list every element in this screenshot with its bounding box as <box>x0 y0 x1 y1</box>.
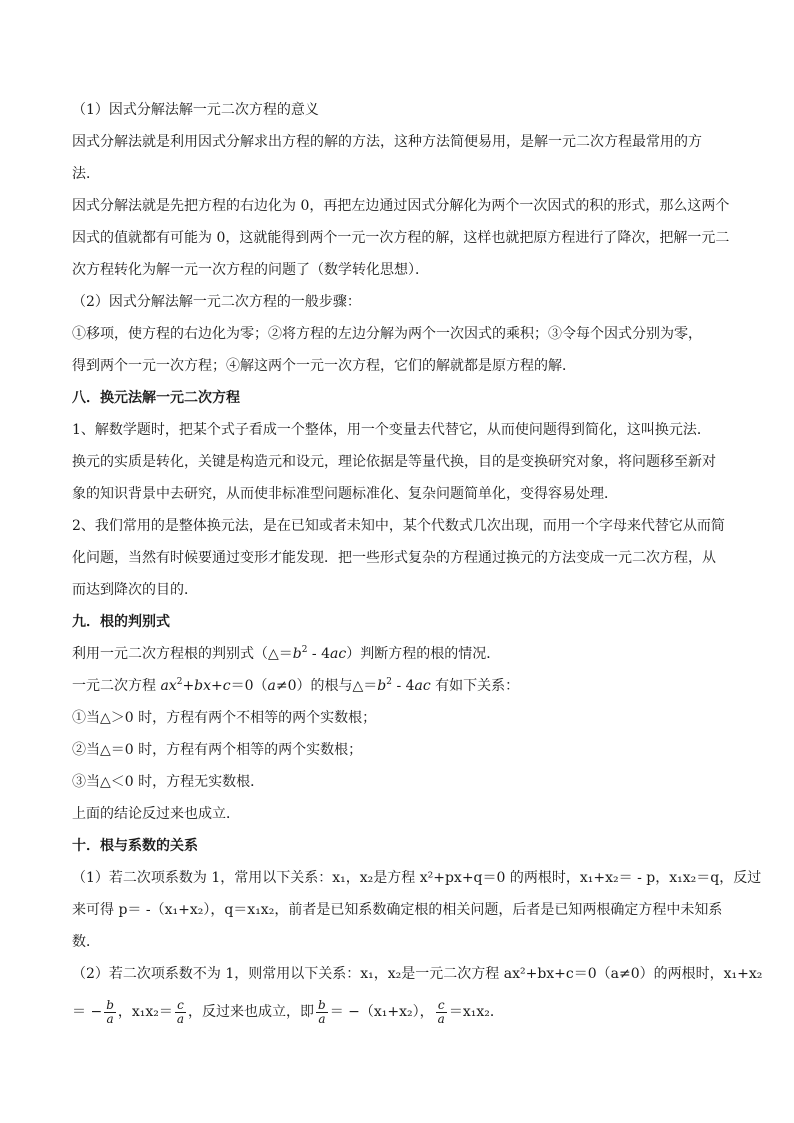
numerator: c <box>436 999 447 1013</box>
paragraph-line: 化问题，当然有时候要通过变形才能发现．把一些形式复杂的方程通过换元的方法变成一元二次方程，从 <box>72 550 716 566</box>
discriminant-relation-line <box>72 677 732 695</box>
discriminant-line <box>72 645 732 663</box>
steps-line: 得到两个一元一次方程；④解这两个一元一次方程，它们的解就都是原方程的解． <box>72 358 576 374</box>
case-line: ③当△＜0 时，方程无实数根． <box>72 774 265 790</box>
numerator: c <box>175 999 186 1013</box>
vieta-formula-line <box>72 995 732 1029</box>
steps-line: ①移项，使方程的右边化为零；②将方程的左边分解为两个一次因式的乘积；③令每个因式分别为零， <box>72 326 702 342</box>
text: ＝ − <box>72 1004 103 1020</box>
subsection-title: （2）因式分解法解一元二次方程的一般步骤： <box>72 294 361 310</box>
paragraph-line: 象的知识背景中去研究，从而使非标准型问题标准化、复杂问题简单化，变得容易处理． <box>72 486 618 502</box>
paragraph-line: 2、我们常用的是整体换元法，是在已知或者未知中，某个代数式几次出现，而用一个字母来代替它从而简 <box>72 518 725 534</box>
case-line: ②当△＝0 时，方程有两个相等的两个实数根； <box>72 742 363 758</box>
math-var: b <box>292 646 302 662</box>
math-var: ac <box>414 678 431 694</box>
denominator: a <box>176 1011 185 1026</box>
text: ）判断方程的根的情况． <box>346 646 501 662</box>
text: ＝0（ <box>230 678 268 694</box>
paragraph-line: 因式分解法就是利用因式分解求出方程的解的方法，这种方法简便易用，是解一元二次方程最常用的方 <box>72 134 702 150</box>
text: - 4 <box>392 678 415 694</box>
denominator: a <box>106 1011 114 1026</box>
text: ，反过来也成立，即 <box>188 1004 315 1020</box>
paragraph-line: 因式分解法就是先把方程的右边化为 0，再把左边通过因式分解化为两个一次因式的积的形式，那么这两个 <box>72 198 730 214</box>
paragraph-line: 来可得 p＝ -（x₁+x₂），q＝x₁x₂，前者是已知系数确定根的相关问题，后者是已知两根确定方程中未知系 <box>72 902 723 918</box>
section-heading: 九．根的判别式 <box>72 614 170 630</box>
denominator: a <box>318 1011 326 1026</box>
paragraph-line: 法． <box>72 166 100 182</box>
exponent: 2 <box>301 645 308 655</box>
fraction <box>104 999 116 1026</box>
paragraph-line: （2）若二次项系数不为 1，则常用以下关系：x₁，x₂是一元二次方程 ax²+bx+c＝0（a≠0）的两根时，x₁+x₂ <box>72 966 763 982</box>
math-var: ac <box>330 646 347 662</box>
fraction <box>436 999 447 1026</box>
exponent: 2 <box>386 677 392 687</box>
math-var: b <box>377 678 387 694</box>
paragraph-line: 数． <box>72 934 100 950</box>
numerator: b <box>318 997 326 1012</box>
paragraph-line: （1）若二次项系数为 1，常用以下关系：x₁，x₂是方程 x²+px+q＝0 的两根时，x₁+x₂＝ - p，x₁x₂＝q，反过 <box>72 870 762 886</box>
fraction <box>175 999 186 1026</box>
paragraph-line: 因式的值就都有可能为 0，这就能得到两个一元一次方程的解，这样也就把原方程进行了降次，把解一元二 <box>72 230 730 246</box>
text: ＝ −（x₁+x₂）， <box>329 1004 434 1020</box>
math-expr: ax <box>160 678 177 694</box>
math-var: a <box>267 678 276 694</box>
fraction <box>316 999 328 1026</box>
text: 一元二次方程 <box>72 678 161 694</box>
denominator: a <box>437 1011 445 1026</box>
exponent: 2 <box>176 677 183 687</box>
paragraph-line: 上面的结论反过来也成立． <box>72 806 240 822</box>
case-line: ①当△＞0 时，方程有两个不相等的两个实数根； <box>72 710 377 726</box>
section-heading: 十．根与系数的关系 <box>72 838 198 854</box>
subsection-title: （1）因式分解法解一元二次方程的意义 <box>72 102 319 118</box>
text: 有如下关系： <box>430 678 520 694</box>
paragraph-line: 次方程转化为解一元一次方程的问题了（数学转化思想）． <box>72 262 429 278</box>
text: - 4 <box>307 646 331 662</box>
paragraph-line: 换元的实质是转化，关键是构造元和设元，理论依据是等量代换，目的是变换研究对象，将问题移至新对 <box>72 454 716 470</box>
section-heading: 八．换元法解一元二次方程 <box>72 390 240 406</box>
paragraph-line: 1、解数学题时，把某个式子看成一个整体，用一个变量去代替它，从而使问题得到简化，这叫换元法． <box>72 422 711 438</box>
paragraph-line: 而达到降次的目的． <box>72 582 198 598</box>
numerator: b <box>106 997 114 1012</box>
text: ≠0）的根与△＝ <box>275 678 378 694</box>
text: ＝x₁x₂． <box>448 1004 504 1020</box>
text: 利用一元二次方程根的判别式（△＝ <box>72 646 293 662</box>
text: ，x₁x₂＝ <box>117 1004 173 1020</box>
math-expr: +bx+c <box>182 678 231 694</box>
